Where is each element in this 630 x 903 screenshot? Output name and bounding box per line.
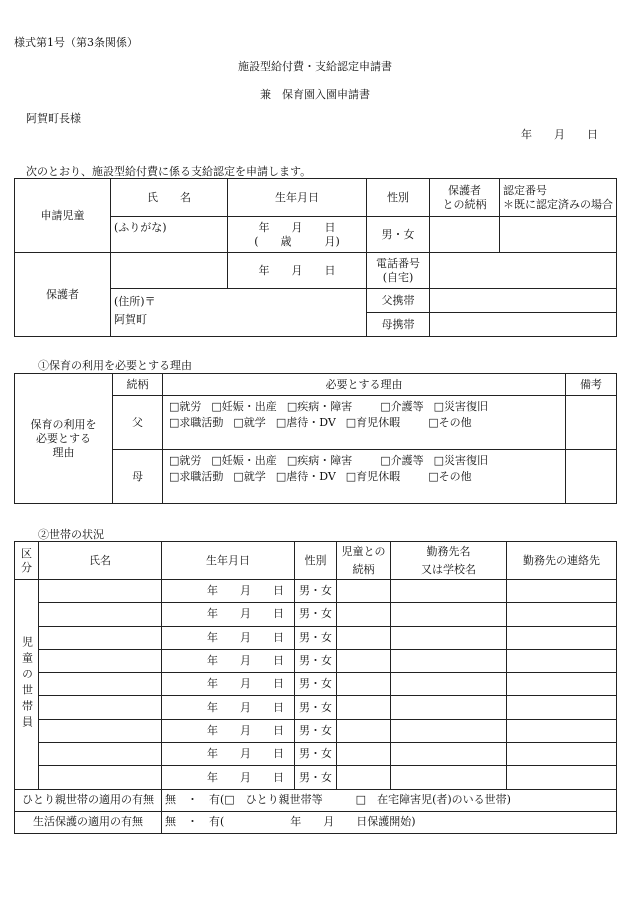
member-birth-header: 生年月日 [162, 542, 295, 580]
member-contact-field[interactable] [507, 766, 617, 789]
household-member-row [15, 626, 617, 649]
reason-checkbox-illness[interactable]: □疾病・障害 [286, 454, 353, 467]
reason-column-header: 必要とする理由 [163, 374, 566, 396]
father-mobile-label: 父携帯 [367, 289, 430, 313]
member-relation-header: 児童との 続柄 [337, 542, 391, 580]
household-member-row [15, 719, 617, 742]
home-phone-field[interactable] [430, 253, 617, 289]
member-relation-field[interactable] [337, 673, 391, 696]
single-parent-field[interactable]: 無 ・ 有(□ ひとり親世帯等 □ 在宅障害児(者)のいる世帯) [162, 789, 617, 811]
guardian-birth-field[interactable]: 年 月 日 [228, 253, 367, 289]
member-workplace-field[interactable] [391, 603, 507, 626]
member-contact-field[interactable] [507, 673, 617, 696]
member-relation-field[interactable] [337, 766, 391, 789]
member-relation-field[interactable] [337, 696, 391, 719]
reason-checkbox-illness[interactable]: □疾病・障害 [286, 400, 353, 413]
member-name-field[interactable] [39, 603, 162, 626]
applicant-child-label: 申請児童 [15, 179, 111, 253]
member-contact-field[interactable] [507, 603, 617, 626]
member-contact-field[interactable] [507, 719, 617, 742]
workplace-header: 勤務先名 又は学校名 [391, 542, 507, 580]
reason-checkbox-care[interactable]: □介護等 [380, 400, 424, 413]
reason-section-heading: ①保育の利用を必要とする理由 [38, 359, 192, 372]
household-member-row [15, 673, 617, 696]
mother-reasons[interactable] [163, 450, 566, 504]
reason-checkbox-jobseek[interactable]: □求職活動 [169, 470, 224, 483]
mother-mobile-field[interactable] [430, 313, 617, 337]
form-subtitle: 兼 保育園入園申請書 [260, 88, 370, 101]
member-workplace-field[interactable] [391, 743, 507, 766]
reason-checkbox-childcare-leave[interactable]: □育児休暇 [345, 470, 401, 483]
member-sex-field[interactable]: 男・女 [295, 743, 337, 766]
member-relation-field[interactable] [337, 719, 391, 742]
mother-label: 母 [113, 450, 163, 504]
reason-row-label: 保育の利用を 必要とする 理由 [15, 374, 113, 504]
mother-mobile-label: 母携帯 [367, 313, 430, 337]
member-birth-field[interactable]: 年 月 日 [162, 603, 295, 626]
address-field[interactable]: (住所)〒 阿賀町 [111, 289, 367, 337]
reason-checkbox-work[interactable]: □就労 [169, 400, 202, 413]
guardian-name-field[interactable] [111, 253, 228, 289]
relation-header: 保護者 との続柄 [430, 179, 500, 217]
reason-checkbox-disaster[interactable]: □災害復旧 [433, 400, 489, 413]
member-sex-field[interactable]: 男・女 [295, 766, 337, 789]
remarks-column-header: 備考 [566, 374, 617, 396]
form-title: 施設型給付費・支給認定申請書 [238, 60, 392, 73]
member-birth-field[interactable]: 年 月 日 [162, 696, 295, 719]
member-relation-field[interactable] [337, 603, 391, 626]
welfare-label: 生活保護の適用の有無 [15, 811, 162, 833]
member-relation-field[interactable] [337, 580, 391, 603]
member-birth-field[interactable]: 年 月 日 [162, 649, 295, 672]
member-contact-field[interactable] [507, 696, 617, 719]
member-contact-field[interactable] [507, 649, 617, 672]
member-name-field[interactable] [39, 719, 162, 742]
member-birth-field[interactable]: 年 月 日 [162, 719, 295, 742]
reason-checkbox-childcare-leave[interactable]: □育児休暇 [345, 416, 401, 429]
father-remarks-field[interactable] [566, 396, 617, 450]
household-member-row [15, 603, 617, 626]
guardian-label: 保護者 [15, 253, 111, 337]
applicant-table [14, 178, 617, 337]
reason-checkbox-study[interactable]: □就学 [233, 470, 266, 483]
reason-checkbox-work[interactable]: □就労 [169, 454, 202, 467]
household-member-row [15, 649, 617, 672]
reason-checkbox-study[interactable]: □就学 [233, 416, 266, 429]
household-member-row [15, 743, 617, 766]
member-sex-field[interactable]: 男・女 [295, 580, 337, 603]
reason-checkbox-jobseek[interactable]: □求職活動 [169, 416, 224, 429]
member-name-field[interactable] [39, 766, 162, 789]
member-birth-field[interactable]: 年 月 日 [162, 766, 295, 789]
household-members-label: 児童の世帯員 [15, 580, 39, 790]
welfare-field[interactable]: 無 ・ 有( 年 月 日保護開始) [162, 811, 617, 833]
member-sex-field[interactable]: 男・女 [295, 719, 337, 742]
child-birth-field[interactable]: 年 月 日 ( 歳 月) [228, 217, 367, 253]
reason-checkbox-pregnancy[interactable]: □妊娠・出産 [211, 454, 277, 467]
member-sex-field[interactable]: 男・女 [295, 673, 337, 696]
member-contact-field[interactable] [507, 626, 617, 649]
sex-header: 性別 [367, 179, 430, 217]
category-header: 区 分 [15, 542, 39, 580]
member-sex-field[interactable]: 男・女 [295, 626, 337, 649]
member-relation-field[interactable] [337, 649, 391, 672]
member-sex-header: 性別 [295, 542, 337, 580]
intro-text: 次のとおり、施設型給付費に係る支給認定を申請します。 [26, 165, 312, 178]
member-birth-field[interactable]: 年 月 日 [162, 580, 295, 603]
furigana-field[interactable]: (ふりがな) [111, 217, 228, 253]
member-name-field[interactable] [39, 649, 162, 672]
mother-remarks-field[interactable] [566, 450, 617, 504]
household-table [14, 541, 617, 834]
member-workplace-field[interactable] [391, 766, 507, 789]
addressee: 阿賀町長様 [26, 112, 81, 125]
household-member-row [15, 580, 617, 603]
reason-table [14, 373, 617, 504]
reason-checkbox-abuse[interactable]: □虐待・DV [275, 470, 336, 483]
member-workplace-field[interactable] [391, 626, 507, 649]
relation-column-header: 続柄 [113, 374, 163, 396]
father-reasons[interactable] [163, 396, 566, 450]
household-member-row [15, 766, 617, 789]
member-sex-field[interactable]: 男・女 [295, 696, 337, 719]
member-birth-field[interactable]: 年 月 日 [162, 743, 295, 766]
member-name-header: 氏名 [39, 542, 162, 580]
member-relation-field[interactable] [337, 743, 391, 766]
reason-checkbox-pregnancy[interactable]: □妊娠・出産 [211, 400, 277, 413]
birth-header: 生年月日 [228, 179, 367, 217]
member-sex-field[interactable]: 男・女 [295, 603, 337, 626]
member-workplace-field[interactable] [391, 696, 507, 719]
date-field[interactable]: 年 月 日 [521, 128, 598, 141]
name-header: 氏 名 [111, 179, 228, 217]
cert-number-field[interactable] [500, 217, 617, 253]
member-sex-field[interactable]: 男・女 [295, 649, 337, 672]
household-member-row [15, 696, 617, 719]
member-workplace-field[interactable] [391, 719, 507, 742]
reason-checkbox-other[interactable]: □その他 [428, 416, 472, 429]
father-label: 父 [113, 396, 163, 450]
reason-checkbox-disaster[interactable]: □災害復旧 [433, 454, 489, 467]
member-contact-field[interactable] [507, 580, 617, 603]
cert-number-header: 認定番号 ＊既に認定済みの場合 [500, 179, 617, 217]
member-relation-field[interactable] [337, 626, 391, 649]
form-number: 様式第1号（第3条関係） [14, 36, 138, 49]
member-birth-field[interactable]: 年 月 日 [162, 673, 295, 696]
reason-checkbox-care[interactable]: □介護等 [380, 454, 424, 467]
member-workplace-field[interactable] [391, 580, 507, 603]
single-parent-label: ひとり親世帯の適用の有無 [15, 789, 162, 811]
member-birth-field[interactable]: 年 月 日 [162, 626, 295, 649]
member-name-field[interactable] [39, 696, 162, 719]
father-mobile-field[interactable] [430, 289, 617, 313]
reason-checkbox-abuse[interactable]: □虐待・DV [275, 416, 336, 429]
household-section-heading: ②世帯の状況 [38, 528, 104, 541]
workplace-contact-header: 勤務先の連絡先 [507, 542, 617, 580]
member-workplace-field[interactable] [391, 649, 507, 672]
member-name-field[interactable] [39, 743, 162, 766]
child-relation-field[interactable] [430, 217, 500, 253]
member-name-field[interactable] [39, 626, 162, 649]
child-sex-field[interactable]: 男・女 [367, 217, 430, 253]
member-workplace-field[interactable] [391, 673, 507, 696]
member-contact-field[interactable] [507, 743, 617, 766]
member-name-field[interactable] [39, 580, 162, 603]
member-name-field[interactable] [39, 673, 162, 696]
reason-checkbox-other[interactable]: □その他 [428, 470, 472, 483]
home-phone-label: 電話番号 (自宅) [367, 253, 430, 289]
